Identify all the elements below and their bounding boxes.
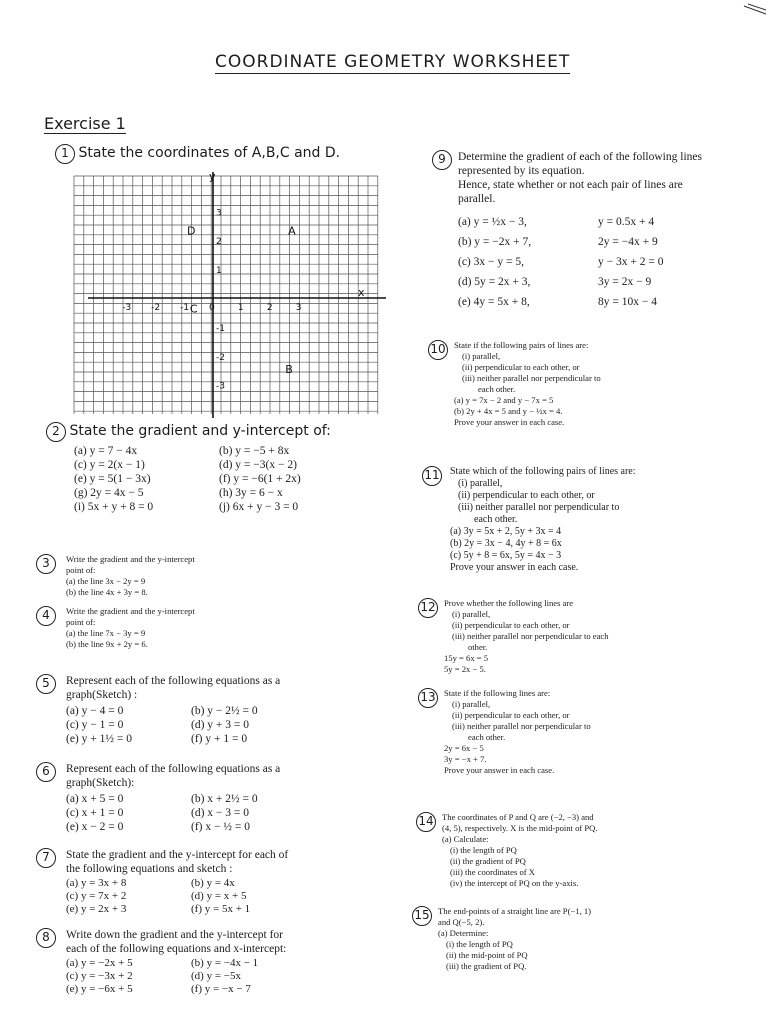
worksheet-title: COORDINATE GEOMETRY WORKSHEET bbox=[215, 52, 571, 72]
question-line: (i) the length of PQ bbox=[446, 939, 513, 949]
item-part: (b) y = 4x bbox=[191, 877, 235, 889]
question-line: (i) the length of PQ bbox=[450, 845, 517, 855]
question-14 bbox=[416, 812, 598, 889]
question-line: The end-points of a straight line are P(−1, 1) bbox=[438, 906, 592, 916]
question-line: (a) the line 7x − 3y = 9 bbox=[66, 628, 146, 638]
item-row bbox=[66, 890, 311, 903]
question-line: (ii) perpendicular to each other, or bbox=[452, 620, 570, 630]
question-9 bbox=[432, 150, 718, 312]
question-line: each other. bbox=[478, 384, 516, 394]
item-part: (a) y = 7 − 4x bbox=[74, 445, 138, 457]
item-row bbox=[66, 903, 311, 916]
question-line: (iv) the intercept of PQ on the y-axis. bbox=[450, 878, 579, 888]
question-items bbox=[74, 444, 369, 514]
question-number: 2 bbox=[46, 422, 66, 442]
item-row bbox=[66, 957, 311, 970]
item-part: 8y = 10x − 4 bbox=[598, 296, 657, 308]
grid-label: 2 bbox=[266, 303, 273, 313]
question-line: (a) 3y = 5x + 2, 5y + 3x = 4 bbox=[450, 526, 562, 537]
question-line: Prove your answer in each case. bbox=[454, 417, 565, 427]
item-part: (e) y = 5(1 − 3x) bbox=[74, 473, 151, 485]
item-row bbox=[458, 292, 718, 312]
question-items bbox=[66, 792, 311, 834]
question-5 bbox=[36, 674, 311, 746]
question-line: (i) parallel, bbox=[452, 609, 491, 619]
point-label-a: A bbox=[288, 224, 296, 238]
question-line: (b) 2y + 4x = 5 and y − ½x = 4. bbox=[454, 406, 563, 416]
question-number: 10 bbox=[428, 340, 448, 360]
item-part: (b) y = −4x − 1 bbox=[191, 957, 259, 969]
item-row bbox=[458, 232, 718, 252]
question-6 bbox=[36, 762, 311, 834]
item-part: 2y = −4x + 9 bbox=[598, 236, 658, 248]
item-row bbox=[66, 718, 311, 732]
item-part: (b) y = −5 + 8x bbox=[219, 445, 290, 457]
question-12 bbox=[418, 598, 609, 675]
question-line: each other. bbox=[474, 514, 518, 525]
question-11 bbox=[422, 466, 636, 574]
question-number: 15 bbox=[412, 906, 432, 926]
point-label-c: C bbox=[189, 302, 198, 316]
question-line: graph(Sketch): bbox=[66, 777, 135, 789]
question-line: (iii) the coordinates of X bbox=[450, 867, 535, 877]
item-part: (d) y = x + 5 bbox=[191, 890, 247, 902]
coordinate-grid bbox=[68, 170, 398, 420]
question-line: 2y = 6x − 5 bbox=[444, 743, 484, 753]
question-text bbox=[442, 812, 598, 889]
item-part: (d) y + 3 = 0 bbox=[191, 719, 250, 731]
item-part: (c) y = 2(x − 1) bbox=[74, 459, 145, 471]
item-part: (f) y + 1 = 0 bbox=[191, 733, 248, 745]
grid-label: 3 bbox=[216, 208, 222, 219]
question-number: 1 bbox=[55, 144, 75, 164]
item-part: (e) 4y = 5x + 8, bbox=[458, 296, 530, 308]
question-number: 8 bbox=[36, 928, 56, 948]
item-part: (e) y + 1½ = 0 bbox=[66, 733, 132, 745]
question-line: (iii) neither parallel nor perpendicular to bbox=[452, 721, 591, 731]
question-line: each other. bbox=[468, 732, 506, 742]
question-text bbox=[66, 928, 311, 956]
question-line: the following equations and sketch : bbox=[66, 863, 233, 875]
question-line: (ii) the mid-point of PQ bbox=[446, 950, 528, 960]
grid-label: -2 bbox=[216, 352, 225, 363]
question-line: point of: bbox=[66, 617, 96, 627]
question-line: Write down the gradient and the y-intercept for bbox=[66, 929, 283, 941]
question-4 bbox=[36, 606, 195, 650]
item-part: (c) y − 1 = 0 bbox=[66, 719, 124, 731]
question-1 bbox=[55, 144, 340, 164]
question-line: State if the following pairs of lines are: bbox=[454, 340, 589, 350]
grid-label: y bbox=[209, 170, 216, 183]
question-line: (c) 5y + 8 = 6x, 5y = 4x − 3 bbox=[450, 550, 562, 561]
item-row bbox=[458, 272, 718, 292]
question-number: 5 bbox=[36, 674, 56, 694]
grid-svg bbox=[68, 170, 398, 420]
item-part: (d) 5y = 2x + 3, bbox=[458, 276, 531, 288]
item-row bbox=[66, 970, 311, 983]
question-line: each of the following equations and x-intercept: bbox=[66, 943, 287, 955]
question-line: Prove your answer in each case. bbox=[444, 765, 555, 775]
question-line: (a) the line 3x − 2y = 9 bbox=[66, 576, 146, 586]
item-part: (f) y = −6(1 + 2x) bbox=[219, 473, 301, 485]
question-number: 14 bbox=[416, 812, 436, 832]
question-number: 12 bbox=[418, 598, 438, 618]
question-line: (4, 5), respectively. X is the mid-point of PQ. bbox=[442, 823, 598, 833]
question-line: 3y = −x + 7. bbox=[444, 754, 487, 764]
item-part: 3y = 2x − 9 bbox=[598, 276, 652, 288]
question-number: 13 bbox=[418, 688, 438, 708]
question-line: State if the following lines are: bbox=[444, 688, 551, 698]
item-part: (h) 3y = 6 − x bbox=[219, 487, 283, 499]
question-text bbox=[66, 554, 195, 598]
question-line: (ii) the gradient of PQ bbox=[450, 856, 526, 866]
question-text bbox=[66, 606, 195, 650]
question-line: and Q(−5, 2). bbox=[438, 917, 485, 927]
question-line: (ii) perpendicular to each other, or bbox=[462, 362, 580, 372]
item-row bbox=[458, 212, 718, 232]
question-items bbox=[66, 957, 311, 996]
question-text: State the gradient and y-intercept of: bbox=[69, 423, 331, 439]
item-part: (d) x − 3 = 0 bbox=[191, 807, 250, 819]
question-line: point of: bbox=[66, 565, 96, 575]
question-13 bbox=[418, 688, 591, 776]
item-part: (c) y = −3x + 2 bbox=[66, 970, 133, 982]
question-text bbox=[66, 762, 311, 790]
question-line: Represent each of the following equations as a bbox=[66, 763, 281, 775]
question-line: Hence, state whether or not each pair of lines are bbox=[458, 179, 683, 191]
question-number: 4 bbox=[36, 606, 56, 626]
question-text bbox=[454, 340, 601, 428]
question-line: State which of the following pairs of lines are: bbox=[450, 466, 636, 477]
question-line: (iii) neither parallel nor perpendicular to each bbox=[452, 631, 609, 641]
question-number: 11 bbox=[422, 466, 442, 486]
question-text bbox=[444, 598, 609, 675]
item-row bbox=[66, 732, 311, 746]
question-line: represented by its equation. bbox=[458, 165, 585, 177]
question-line: (b) 2y = 3x − 4, 4y + 8 = 6x bbox=[450, 538, 562, 549]
item-part: (i) 5x + y + 8 = 0 bbox=[74, 501, 154, 513]
point-label-b: B bbox=[285, 363, 293, 377]
grid-label: -1 bbox=[216, 323, 225, 334]
question-line: (b) the line 9x + 2y = 6. bbox=[66, 639, 148, 649]
grid-label: x bbox=[358, 286, 365, 299]
question-line: (i) parallel, bbox=[462, 351, 501, 361]
item-part: (j) 6x + y − 3 = 0 bbox=[219, 501, 299, 513]
question-15 bbox=[412, 906, 591, 972]
question-line: (iii) neither parallel nor perpendicular to bbox=[458, 502, 620, 513]
question-text bbox=[444, 688, 591, 776]
question-number: 6 bbox=[36, 762, 56, 782]
question-line: State the gradient and the y-intercept for each of bbox=[66, 849, 289, 861]
question-line: (ii) perpendicular to each other, or bbox=[458, 490, 595, 501]
question-7 bbox=[36, 848, 311, 916]
grid-label: 2 bbox=[216, 237, 222, 248]
item-row bbox=[74, 472, 369, 486]
question-line: Prove whether the following lines are bbox=[444, 598, 574, 608]
item-row bbox=[74, 458, 369, 472]
item-row bbox=[66, 792, 311, 806]
grid-label: 3 bbox=[295, 303, 302, 313]
item-part: (f) y = 5x + 1 bbox=[191, 903, 251, 915]
question-8 bbox=[36, 928, 311, 996]
grid-label: 1 bbox=[216, 266, 222, 277]
question-line: other. bbox=[468, 642, 488, 652]
item-part: (b) y − 2½ = 0 bbox=[191, 705, 258, 717]
item-part: (c) 3x − y = 5, bbox=[458, 256, 524, 268]
item-part: (a) y = 3x + 8 bbox=[66, 877, 127, 889]
scan-mark-icon bbox=[738, 0, 768, 20]
item-part: (c) y = 7x + 2 bbox=[66, 890, 127, 902]
question-line: Determine the gradient of each of the following lines bbox=[458, 151, 702, 163]
question-text bbox=[450, 466, 636, 574]
grid-label: 1 bbox=[237, 303, 244, 313]
question-line: graph(Sketch) : bbox=[66, 689, 138, 701]
item-part: (e) x − 2 = 0 bbox=[66, 821, 124, 833]
question-line: (a) Calculate: bbox=[442, 834, 489, 844]
item-part: (g) 2y = 4x − 5 bbox=[74, 487, 144, 499]
item-part: (f) y = −x − 7 bbox=[191, 983, 251, 995]
grid-label: -1 bbox=[180, 303, 190, 313]
question-line: Write the gradient and the y-intercept bbox=[66, 554, 195, 564]
exercise-heading: Exercise 1 bbox=[44, 114, 126, 133]
grid-label: 0 bbox=[209, 303, 215, 313]
question-line: parallel. bbox=[458, 193, 496, 205]
question-line: Represent each of the following equations as a bbox=[66, 675, 281, 687]
question-text bbox=[458, 150, 718, 206]
item-part: (a) y = −2x + 5 bbox=[66, 957, 133, 969]
question-line: Write the gradient and the y-intercept bbox=[66, 606, 195, 616]
item-part: (b) x + 2½ = 0 bbox=[191, 793, 258, 805]
item-row bbox=[66, 806, 311, 820]
question-line: Prove your answer in each case. bbox=[450, 562, 579, 573]
item-part: (e) y = −6x + 5 bbox=[66, 983, 133, 995]
item-part: (d) y = −5x bbox=[191, 970, 241, 982]
point-label-d: D bbox=[186, 224, 196, 238]
question-items bbox=[66, 877, 311, 916]
grid-label: -3 bbox=[122, 303, 132, 313]
question-text bbox=[438, 906, 591, 972]
question-line: The coordinates of P and Q are (−2, −3) and bbox=[442, 812, 594, 822]
item-part: y = 0.5x + 4 bbox=[598, 216, 655, 228]
item-row bbox=[66, 983, 311, 996]
question-items bbox=[66, 704, 311, 746]
question-line: (i) parallel, bbox=[458, 478, 503, 489]
question-line: 15y = 6x = 5 bbox=[444, 653, 489, 663]
item-part: (d) y = −3(x − 2) bbox=[219, 459, 297, 471]
item-row bbox=[66, 877, 311, 890]
question-line: (a) Determine: bbox=[438, 928, 489, 938]
question-10 bbox=[428, 340, 601, 428]
item-row bbox=[74, 500, 369, 514]
item-part: (a) y − 4 = 0 bbox=[66, 705, 124, 717]
item-part: (b) y = −2x + 7, bbox=[458, 236, 532, 248]
grid-label: -3 bbox=[216, 381, 225, 392]
question-number: 7 bbox=[36, 848, 56, 868]
item-part: (f) x − ½ = 0 bbox=[191, 821, 250, 833]
question-line: (a) y = 7x − 2 and y − 7x = 5 bbox=[454, 395, 554, 405]
item-row bbox=[458, 252, 718, 272]
item-row bbox=[66, 820, 311, 834]
question-text bbox=[66, 674, 311, 702]
question-number: 3 bbox=[36, 554, 56, 574]
item-part: (a) y = ½x − 3, bbox=[458, 216, 527, 228]
question-line: (iii) neither parallel nor perpendicular to bbox=[462, 373, 601, 383]
item-row bbox=[66, 704, 311, 718]
item-row bbox=[74, 444, 369, 458]
question-line: (i) parallel, bbox=[452, 699, 491, 709]
question-line: (ii) perpendicular to each other, or bbox=[452, 710, 570, 720]
question-line: (b) the line 4x + 3y = 8. bbox=[66, 587, 148, 597]
item-row bbox=[74, 486, 369, 500]
question-3 bbox=[36, 554, 195, 598]
grid-label: -2 bbox=[151, 303, 161, 313]
item-part: (e) y = 2x + 3 bbox=[66, 903, 127, 915]
item-part: (a) x + 5 = 0 bbox=[66, 793, 124, 805]
item-part: y − 3x + 2 = 0 bbox=[598, 256, 664, 268]
question-line: 5y = 2x − 5. bbox=[444, 664, 486, 674]
question-text: State the coordinates of A,B,C and D. bbox=[78, 145, 341, 161]
question-2 bbox=[46, 422, 369, 514]
question-number: 9 bbox=[432, 150, 452, 170]
item-part: (c) x + 1 = 0 bbox=[66, 807, 124, 819]
question-items bbox=[458, 212, 718, 312]
question-text bbox=[66, 848, 311, 876]
question-line: (iii) the gradient of PQ. bbox=[446, 961, 527, 971]
